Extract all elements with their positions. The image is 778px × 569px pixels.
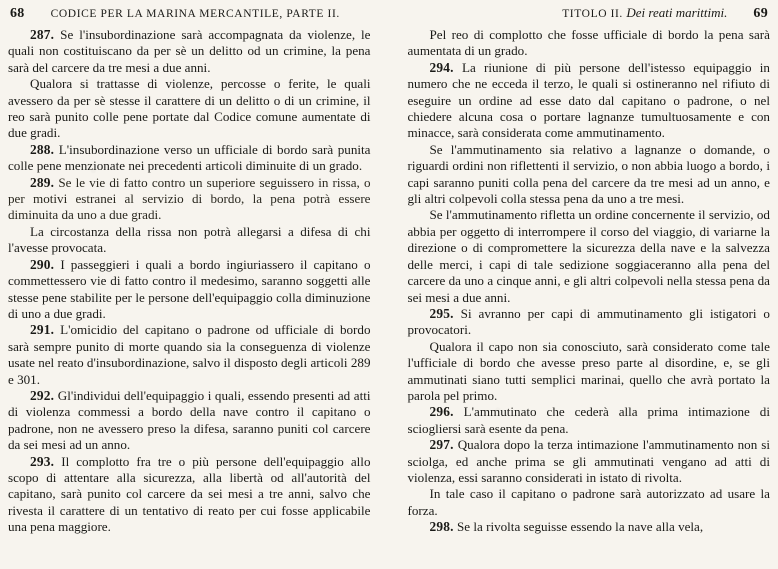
paragraph — [8, 388, 371, 454]
paragraph-text: Se l'ammutinamento rifletta un ordine concernente il servizio, od abbia per oggetto di interrompere il corso del viaggio, di variarne la direzione o di compromettere la sicurezza della nave e la salvezza delle merci, i capi di tale sedizione soggiaceranno alla pena del carcere da uno a cinque anni, e gli altri colpevoli nella stessa pena da sei mesi a due anni. — [407, 207, 770, 305]
paragraph — [8, 257, 371, 323]
running-title-left: CODICE PER LA MARINA MERCANTILE, PARTE II. — [50, 8, 340, 20]
left-column — [8, 27, 371, 567]
paragraph-text: Se la rivolta seguisse essendo la nave alla vela, — [453, 519, 704, 535]
paragraph-text: Pel reo di complotto che fosse ufficiale di bordo la pena sarà aumentata di un grado. — [407, 27, 770, 59]
paragraph — [8, 142, 371, 175]
right-column — [407, 27, 770, 567]
article-number: 288. — [30, 141, 55, 157]
article-number: 289. — [30, 174, 55, 190]
article-number: 298. — [429, 519, 454, 535]
paragraph — [8, 175, 371, 224]
article-number: 292. — [30, 387, 55, 403]
running-title-right — [562, 5, 727, 21]
paragraph — [8, 454, 371, 536]
paragraph — [407, 519, 770, 535]
paragraph — [407, 60, 770, 142]
header-right — [390, 5, 768, 22]
paragraph-text: Qualora dopo la terza intimazione l'ammutinamento non si sciolga, ed anche prima se gli ammutinati vengano ad atti di violenza, essi saranno considerati in istato di rivolta. — [407, 437, 770, 485]
paragraph — [8, 322, 371, 388]
paragraph — [407, 339, 770, 405]
header-left — [10, 6, 388, 22]
paragraph-text: La circostanza della rissa non potrà allegarsi a difesa di chi l'avesse provocata. — [8, 223, 371, 256]
running-title-right-caps: TITOLO II. — [562, 8, 623, 20]
paragraph-text: Se le vie di fatto contro un superiore seguissero in rissa, o per motivi estranei al servizio di bordo, la pena potrà essere diminuita da uno a due gradi. — [8, 174, 371, 223]
paragraph-text: In tale caso il capitano o padrone sarà autorizzato ad usare la forza. — [407, 486, 770, 518]
folio-right: 69 — [753, 6, 768, 21]
paragraph-text: I passeggieri i quali a bordo ingiuriassero il capitano o commettessero vie di fatto contro il medesimo, saranno soggetti alle stesse pene stabilite per le persone dell'equipaggio colla diminuzione di uno a due gradi. — [8, 256, 371, 321]
running-title-right-italic: Dei reati marittimi. — [626, 5, 728, 20]
paragraph — [407, 142, 770, 208]
paragraph — [407, 437, 770, 486]
article-number: 287. — [30, 27, 55, 42]
paragraph-text: Qualora il capo non sia conosciuto, sarà considerato come tale l'ufficiale di bordo che avesse preso parte al disordine, e, se gli ammutinati siano tutti semplici marinai, quello che avrà portato la parola pel primo. — [407, 338, 770, 403]
article-number: 295. — [429, 305, 454, 321]
paragraph — [8, 76, 371, 142]
paragraph — [8, 224, 371, 257]
paragraph — [407, 306, 770, 339]
paragraph-text: Il complotto fra tre o più persone dell'equipaggio allo scopo di attentare alla sicurezza, alla libertà od all'autorità del capitano, sarà punito col carcere da sei mesi a tre anni, salvo che rivesta il carattere di un tentativo di reato per cui fosse applicabile una pena maggiore. — [8, 453, 371, 535]
paragraph-text: Se l'ammutinamento sia relativo a lagnanze o domande, o riguardi ordini non riflettenti il servizio, o non abbia luogo a bordo, i capi saranno puniti colla pena del carcere da tre mesi ad un anno, e gli altri colpevoli colla stessa pena da uno a tre mesi. — [407, 141, 770, 207]
paragraph-text: L'insubordinazione verso un ufficiale di bordo sarà punita colle pene menzionate nei precedenti articoli diminuite di un grado. — [8, 141, 371, 174]
paragraph-text: Si avranno per capi di ammutinamento gli istigatori o provocatori. — [407, 305, 770, 338]
article-number: 297. — [429, 437, 454, 453]
paragraph-text: Se l'insubordinazione sarà accompagnata da violenze, le quali non costituiscano da per sè un delitto od un crimine, la pena sarà del carcere da tre mesi a due anni. — [8, 27, 371, 75]
paragraph-text: L'omicidio del capitano o padrone od ufficiale di bordo sarà sempre punito di morte quando sia la conseguenza di violenze usate nel reato d'insubordinazione, salvo il disposto degli articoli 289 e 301. — [8, 322, 371, 387]
article-number: 296. — [429, 404, 454, 420]
column-gutter — [389, 27, 390, 567]
paragraph — [8, 27, 371, 76]
paragraph — [407, 27, 770, 60]
paragraph-text: Qualora si trattasse di violenze, percosse o ferite, le quali avessero da per sè stesse il carattere di un delitto o di un crimine, il reo sarà punito colle pene portate dal Codice comune aumentate di due gradi. — [8, 76, 371, 141]
article-number: 293. — [30, 453, 55, 469]
paragraph-text: L'ammutinato che cederà alla prima intimazione di sciogliersi sarà esente da pena. — [407, 404, 770, 436]
paragraph-text: Gl'individui dell'equipaggio i quali, essendo presenti ad atti di violenza commessi a bordo della nave contro il capitano o padrone, non ne avessero preso la difesa, saranno puniti col carcere da sei mesi ad un anno. — [8, 387, 371, 453]
article-number: 294. — [429, 59, 454, 75]
two-column-body — [8, 27, 770, 567]
article-number: 291. — [30, 322, 55, 338]
folio-left: 68 — [10, 6, 25, 21]
paragraph-text: La riunione di più persone dell'istesso equipaggio in numero che ne ecceda il terzo, le quali si ostineranno nel rifiuto di eseguire un ordine ad esse dato dal capitano o padrone, o nel chiedere alcuna cosa o portare lagnanze tumultuosamente e con minacce, sarà considerata come ammutinamento. — [407, 59, 770, 141]
paragraph — [407, 207, 770, 305]
paragraph — [407, 404, 770, 437]
paragraph — [407, 486, 770, 519]
page-header — [8, 5, 770, 25]
article-number: 290. — [30, 256, 55, 272]
